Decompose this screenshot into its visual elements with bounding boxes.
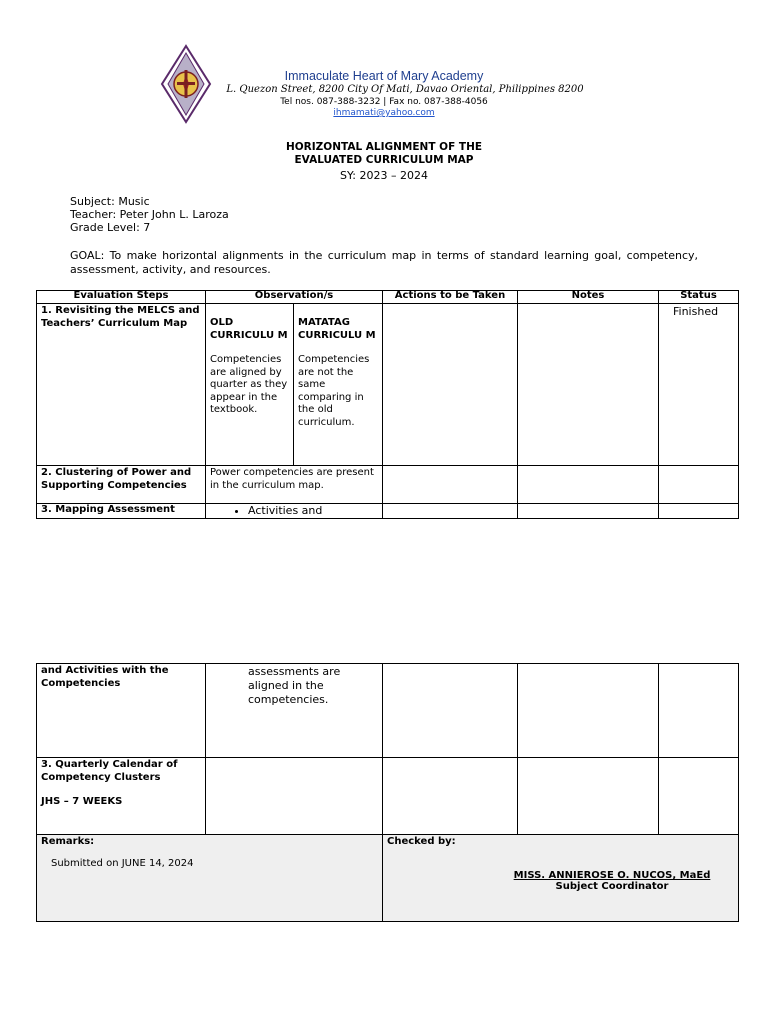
step-2-notes-cell[interactable] xyxy=(518,466,659,504)
header-notes: Notes xyxy=(518,291,659,304)
step-3-cell-part2: and Activities with the Competencies xyxy=(37,664,206,758)
step-3-cell-part1: 3. Mapping Assessment xyxy=(37,504,206,519)
step-1-cell: 1. Revisiting the MELCS and Teachers’ Curriculum Map xyxy=(37,304,206,466)
step-3-notes-part1[interactable] xyxy=(518,504,659,519)
step-4-status-cell[interactable] xyxy=(659,758,739,835)
step-1-status-cell: Finished xyxy=(659,304,739,466)
old-curriculum-title: OLD CURRICULU M xyxy=(210,317,288,341)
subject-line: Subject: Music xyxy=(70,195,150,208)
header-observations: Observation/s xyxy=(206,291,383,304)
step-2-cell: 2. Clustering of Power and Supporting Competencies xyxy=(37,466,206,504)
school-address: L. Quezon Street, 8200 City Of Mati, Davao Oriental, Philippines 8200 xyxy=(226,84,584,95)
grade-line: Grade Level: 7 xyxy=(70,221,151,234)
school-email-link[interactable]: ihmamati@yahoo.com xyxy=(333,108,435,118)
school-name: Immaculate Heart of Mary Academy xyxy=(284,69,484,83)
step-4-actions-cell[interactable] xyxy=(383,758,518,835)
step-3-status-part1[interactable] xyxy=(659,504,739,519)
coordinator-name: MISS. ANNIEROSE O. NUCOS, MaEd xyxy=(513,870,711,881)
matatag-curriculum-cell xyxy=(294,304,383,466)
step-4-title: 3. Quarterly Calendar of Competency Clusters xyxy=(41,759,178,783)
header-evaluation-steps: Evaluation Steps xyxy=(37,291,206,304)
school-contact: Tel nos. 087-388-3232 | Fax no. 087-388-4056 xyxy=(280,97,488,107)
step-3-status-part2[interactable] xyxy=(659,664,739,758)
step-3-notes-part2[interactable] xyxy=(518,664,659,758)
step-4-cell xyxy=(37,758,206,835)
step-3-observation-part1 xyxy=(206,504,383,519)
step-1-actions-cell[interactable] xyxy=(383,304,518,466)
header-actions: Actions to be Taken xyxy=(383,291,518,304)
evaluation-table-continued xyxy=(36,663,739,922)
step-3-actions-part1[interactable] xyxy=(383,504,518,519)
goal-paragraph: GOAL: To make horizontal alignments in the curriculum map in terms of standard learning goal, competency, assessment, activity, and resources. xyxy=(70,249,698,276)
step-4-notes-cell[interactable] xyxy=(518,758,659,835)
step-4-sub: JHS – 7 WEEKS xyxy=(41,796,123,807)
old-curriculum-text: Competencies are aligned by quarter as they appear in the textbook. xyxy=(210,354,288,415)
header-status: Status xyxy=(659,291,739,304)
step-2-observation-cell: Power competencies are present in the curriculum map. xyxy=(206,466,383,504)
remarks-label: Remarks: xyxy=(41,836,95,847)
checked-by-label: Checked by: xyxy=(387,836,456,847)
matatag-curriculum-title: MATATAG CURRICULU M xyxy=(298,317,376,341)
step-4-observation-cell[interactable] xyxy=(206,758,383,835)
matatag-curriculum-text: Competencies are not the same comparing in the old curriculum. xyxy=(298,354,370,428)
doc-title-line1: HORIZONTAL ALIGNMENT OF THE xyxy=(285,141,483,153)
remarks-text: Submitted on JUNE 14, 2024 xyxy=(51,858,194,869)
step-1-notes-cell[interactable] xyxy=(518,304,659,466)
doc-title-line2: EVALUATED CURRICULUM MAP xyxy=(294,154,474,166)
step-2-actions-cell[interactable] xyxy=(383,466,518,504)
signature-block xyxy=(487,870,737,892)
bullet-item: • Activities and xyxy=(248,504,382,518)
step-3-actions-part2[interactable] xyxy=(383,664,518,758)
step-2-status-cell[interactable] xyxy=(659,466,739,504)
teacher-line: Teacher: Peter John L. Laroza xyxy=(70,208,229,221)
coordinator-title: Subject Coordinator xyxy=(555,881,669,892)
school-seal-icon xyxy=(160,44,212,124)
school-year: SY: 2023 – 2024 xyxy=(340,169,428,182)
old-curriculum-cell xyxy=(206,304,294,466)
checked-by-cell xyxy=(383,835,739,922)
step-3-observation-part2: assessments are aligned in the competencies. xyxy=(206,664,383,758)
evaluation-table xyxy=(36,290,739,519)
remarks-cell xyxy=(37,835,383,922)
